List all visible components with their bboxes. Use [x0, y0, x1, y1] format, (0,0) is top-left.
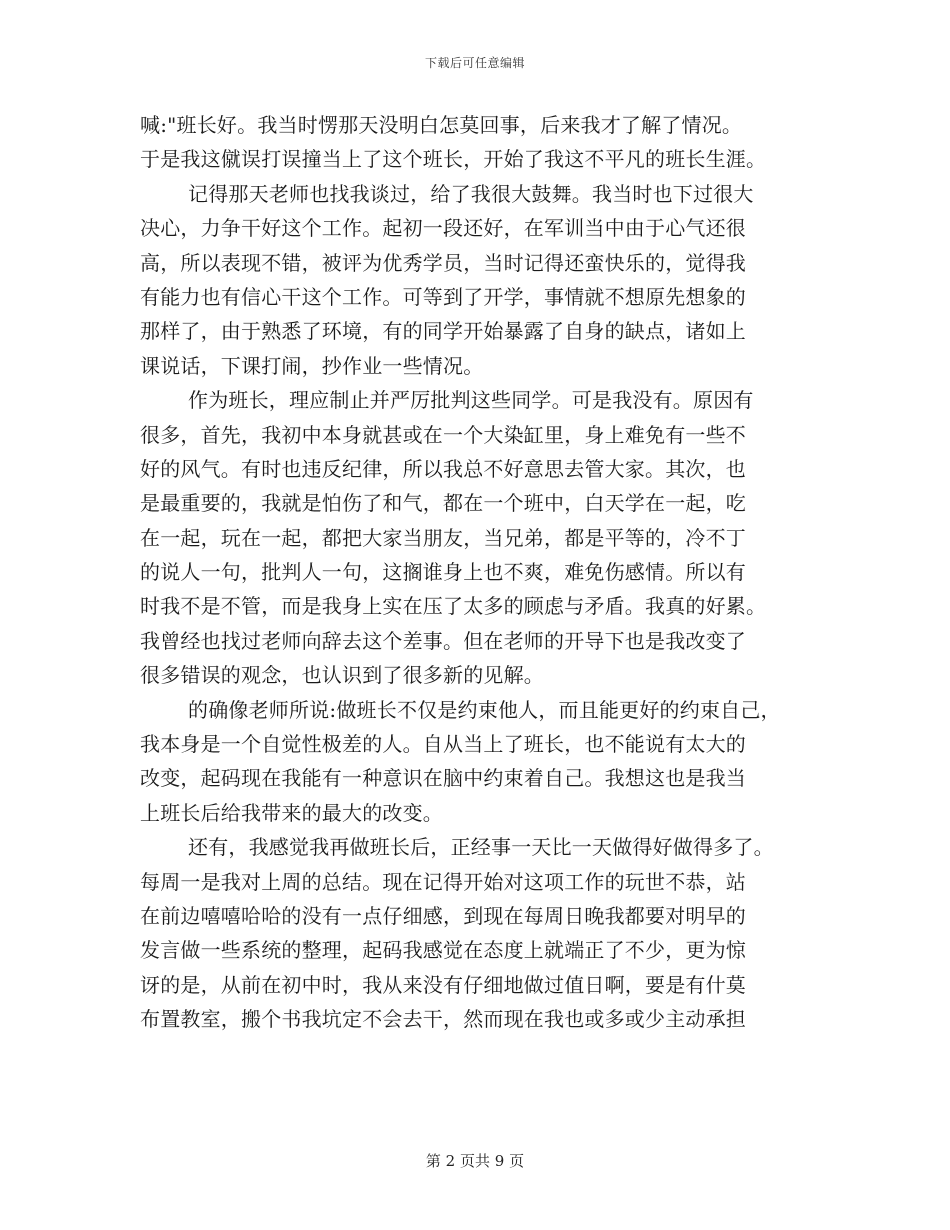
paragraph-start-line: 记得那天老师也找我谈过，给了我很大鼓舞。我当时也下过很大: [188, 181, 754, 206]
text-line: 在前边嘻嘻哈哈的没有一点仔细感，到现在每周日晚我都要对明早的: [140, 903, 746, 928]
text-line: 很多，首先，我初中本身就甚或在一个大染缸里，身上难免有一些不: [140, 422, 746, 447]
text-line: 时我不是不管，而是我身上实在压了太多的顾虑与矛盾。我真的好累。: [140, 594, 767, 619]
text-line: 的说人一句，批判人一句，这搁谁身上也不爽，难免伤感情。所以有: [140, 560, 746, 585]
text-line: 好的风气。有时也违反纪律，所以我总不好意思去管大家。其次，也: [140, 456, 746, 481]
text-line: 在一起，玩在一起，都把大家当朋友，当兄弟，都是平等的，冷不丁: [140, 525, 746, 550]
text-line: 那样了，由于熟悉了环境，有的同学开始暴露了自身的缺点，诸如上: [140, 319, 746, 344]
text-line: 布置教室，搬个书我坑定不会去干，然而现在我也或多或少主动承担: [140, 1007, 746, 1032]
text-line: 是最重要的，我就是怕伤了和气，都在一个班中，白天学在一起，吃: [140, 491, 746, 516]
page-number: 第 2 页共 9 页: [425, 1152, 525, 1170]
text-line: 高，所以表现不错，被评为优秀学员，当时记得还蛮快乐的，觉得我: [140, 250, 746, 275]
text-line: 喊:"班长好。我当时愣那天没明白怎莫回事，后来我才了解了情况。: [140, 113, 743, 137]
document-body: [140, 108, 820, 1037]
paragraph-start-line: 的确像老师所说:做班长不仅是约束他人，而且能更好的约束自己，: [188, 697, 781, 722]
text-line: 我曾经也找过老师向辞去这个差事。但在老师的开导下也是我改变了: [140, 628, 746, 653]
text-line: 很多错误的观念，也认识到了很多新的见解。: [140, 663, 544, 688]
text-line: 发言做一些系统的整理，起码我感觉在态度上就端正了不少，更为惊: [140, 938, 746, 963]
paragraph-start-line: 作为班长，理应制止并严厉批判这些同学。可是我没有。原因有: [188, 388, 754, 413]
text-line: 改变，起码现在我能有一种意识在脑中约束着自己。我想这也是我当: [140, 766, 746, 791]
text-line: 于是我这僦误打误撞当上了这个班长，开始了我这不平凡的班长生涯。: [140, 147, 767, 172]
text-line: 课说话，下课打闹，抄作业一些情况。: [140, 353, 484, 378]
text-line: 我本身是一个自觉性极差的人。自从当上了班长，也不能说有太大的: [140, 732, 746, 757]
text-line: 决心，力争干好这个工作。起初一段还好，在军训当中由于心气还很: [140, 216, 746, 241]
paragraph-start-line: 还有，我感觉我再做班长后，正经事一天比一天做得好做得多了。: [188, 835, 774, 860]
page-header: 下载后可任意编辑: [424, 56, 525, 70]
text-line: 讶的是，从前在初中时，我从来没有仔细地做过值日啊，要是有什莫: [140, 972, 746, 997]
text-line: 每周一是我对上周的总结。现在记得开始对这项工作的玩世不恭，站: [140, 869, 746, 894]
text-line: 上班长后给我带来的最大的改变。: [140, 800, 443, 825]
text-line: 有能力也有信心干这个工作。可等到了开学，事情就不想原先想象的: [140, 284, 746, 309]
